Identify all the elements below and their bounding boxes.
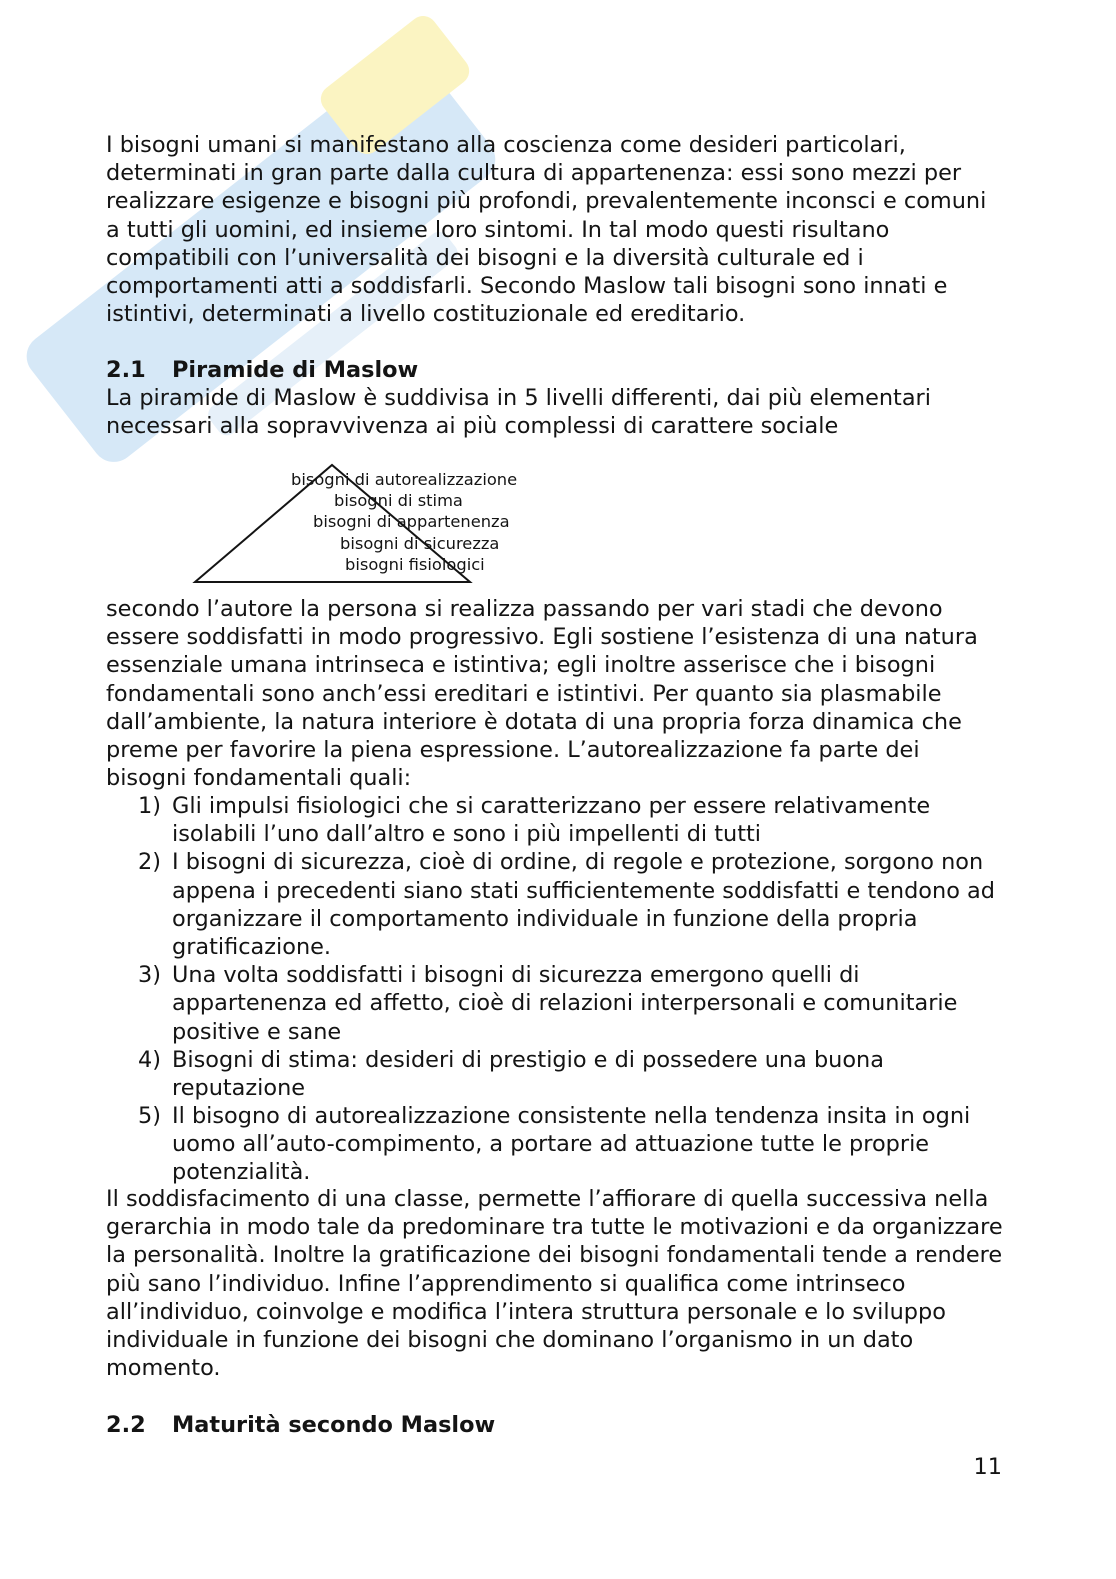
list-item bbox=[138, 848, 995, 961]
text-line: I bisogni umani si manifestano alla coscienza come desideri particolari, bbox=[106, 132, 906, 158]
text-line: preme per favorire la piena espressione. L’autorealizzazione fa parte dei bbox=[106, 736, 920, 763]
page-number: 11 bbox=[973, 1454, 1002, 1480]
list-item bbox=[138, 961, 995, 1046]
text-line: bisogni fondamentali quali: bbox=[106, 765, 412, 792]
text-line: compatibili con l’universalità dei bisogni e la diversità culturale ed i bbox=[106, 244, 864, 271]
list-marker: 5) bbox=[138, 1103, 161, 1130]
text-line: determinati in gran parte dalla cultura di appartenenza: essi sono mezzi per bbox=[106, 160, 962, 187]
section-title: Maturità secondo Maslow bbox=[172, 1412, 496, 1438]
text-line: istintivi, determinati a livello costituzionale ed ereditario. bbox=[106, 301, 746, 328]
text-line: gerarchia in modo tale da predominare tra tutte le motivazioni e da organizzare bbox=[106, 1214, 1003, 1241]
text-line: reputazione bbox=[172, 1074, 306, 1101]
intro-paragraph bbox=[106, 131, 986, 328]
text-line: potenzialità. bbox=[172, 1159, 311, 1186]
section-heading bbox=[106, 356, 418, 384]
section-title: Piramide di Maslow bbox=[172, 357, 419, 383]
text-line: a tutti gli uomini, ed insieme loro sintomi. In tal modo questi risultano bbox=[106, 216, 890, 243]
body-paragraph bbox=[106, 595, 978, 792]
text-line: secondo l’autore la persona si realizza passando per vari stadi che devono bbox=[106, 596, 943, 622]
text-line: La piramide di Maslow è suddivisa in 5 livelli differenti, dai più elementari bbox=[106, 385, 931, 411]
text-line: essenziale umana intrinseca e istintiva; egli inoltre asserisce che i bisogni bbox=[106, 652, 936, 679]
text-line: Gli impulsi fisiologici che si caratterizzano per essere relativamente bbox=[172, 793, 931, 819]
conclusion-paragraph bbox=[106, 1185, 1003, 1382]
text-line: individuale in funzione dei bisogni che dominano l’organismo in un dato bbox=[106, 1326, 914, 1353]
text-line: isolabili l’uno dall’altro e sono i più impellenti di tutti bbox=[172, 821, 761, 848]
text-line: più sano l’individuo. Infine l’apprendimento si qualifica come intrinseco bbox=[106, 1270, 906, 1297]
section-intro-paragraph bbox=[106, 384, 931, 440]
text-line: essere soddisfatti in modo progressivo. Egli sostiene l’esistenza di una natura bbox=[106, 624, 978, 651]
text-line: la personalità. Inoltre la gratificazione dei bisogni fondamentali tende a rendere bbox=[106, 1242, 1003, 1269]
pyramid-level-label: bisogni di appartenenza bbox=[313, 512, 510, 531]
text-line: all’individuo, coinvolge e modifica l’intera struttura personale e lo sviluppo bbox=[106, 1298, 946, 1325]
text-line: necessari alla sopravvivenza ai più complessi di carattere sociale bbox=[106, 413, 839, 440]
text-line: Il soddisfacimento di una classe, permette l’affiorare di quella successiva nella bbox=[106, 1186, 989, 1212]
list-marker: 3) bbox=[138, 962, 161, 989]
text-line: I bisogni di sicurezza, cioè di ordine, di regole e protezione, sorgono non bbox=[172, 849, 984, 876]
text-line: momento. bbox=[106, 1355, 221, 1382]
text-line: organizzare il comportamento individuale in funzione della propria bbox=[172, 905, 918, 932]
list-item bbox=[138, 792, 995, 848]
pyramid-level-label: bisogni di autorealizzazione bbox=[291, 470, 518, 489]
text-line: dall’ambiente, la natura interiore è dotata di una propria forza dinamica che bbox=[106, 708, 962, 735]
list-marker: 4) bbox=[138, 1046, 161, 1073]
text-line: Una volta soddisfatti i bisogni di sicurezza emergono quelli di bbox=[172, 962, 860, 989]
list-marker: 1) bbox=[138, 793, 161, 819]
list-item bbox=[138, 1046, 995, 1102]
text-line: appena i precedenti siano stati sufficientemente soddisfatti e tendono ad bbox=[172, 877, 995, 904]
text-line: Bisogni di stima: desideri di prestigio e di possedere una buona bbox=[172, 1046, 884, 1073]
list-item bbox=[138, 1102, 995, 1187]
section-number: 2.2 bbox=[106, 1412, 146, 1438]
text-line: gratificazione. bbox=[172, 933, 332, 960]
section-heading bbox=[106, 1411, 495, 1439]
text-line: Il bisogno di autorealizzazione consistente nella tendenza insita in ogni bbox=[172, 1103, 971, 1130]
maslow-pyramid-diagram bbox=[180, 455, 540, 590]
text-line: comportamenti atti a soddisfarli. Secondo Maslow tali bisogni sono innati e bbox=[106, 272, 948, 299]
needs-list bbox=[138, 792, 995, 1187]
text-line: positive e sane bbox=[172, 1018, 342, 1045]
section-number: 2.1 bbox=[106, 357, 146, 383]
pyramid-level-label: bisogni di sicurezza bbox=[340, 534, 500, 553]
list-marker: 2) bbox=[138, 849, 161, 876]
text-line: realizzare esigenze e bisogni più profondi, prevalentemente inconsci e comuni bbox=[106, 188, 987, 215]
text-line: fondamentali sono anch’essi ereditari e istintivi. Per quanto sia plasmabile bbox=[106, 680, 942, 707]
text-line: uomo all’auto-compimento, a portare ad attuazione tutte le proprie bbox=[172, 1131, 930, 1158]
pyramid-level-label: bisogni fisiologici bbox=[345, 555, 485, 574]
text-line: appartenenza ed affetto, cioè di relazioni interpersonali e comunitarie bbox=[172, 990, 958, 1017]
pyramid-level-label: bisogni di stima bbox=[334, 491, 463, 510]
